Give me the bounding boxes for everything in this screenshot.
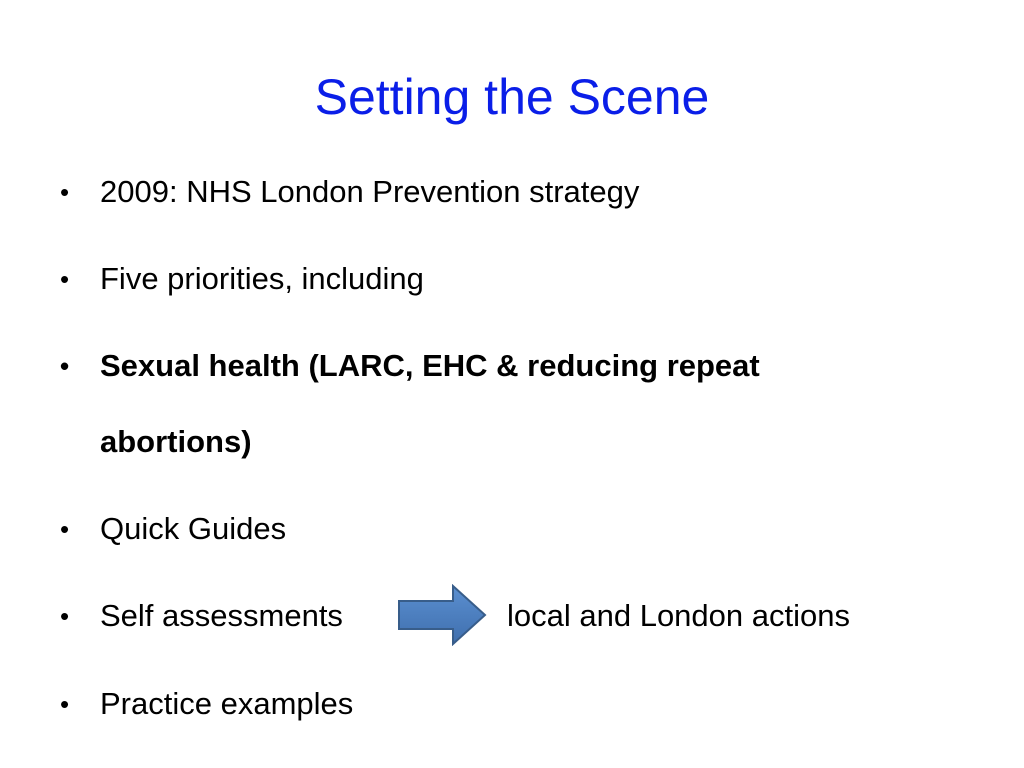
bullet-glyph: • <box>60 601 70 631</box>
right-arrow-icon <box>397 584 487 646</box>
bullet-item <box>60 510 287 548</box>
bullet-glyph: • <box>60 514 70 544</box>
bullet-text: Sexual health (LARC, EHC & reducing repeat abortions) <box>100 348 760 459</box>
bullet-glyph: • <box>60 689 70 719</box>
bullet-text: Self assessments <box>100 598 343 633</box>
bullet-glyph: • <box>60 264 70 294</box>
bullet-text: 2009: NHS London Prevention strategy <box>100 174 640 209</box>
bullet-item <box>60 328 900 480</box>
bullet-glyph: • <box>60 177 70 207</box>
bullet-text: Five priorities, including <box>100 261 424 296</box>
slide-title: Setting the Scene <box>314 69 710 125</box>
bullet-item <box>60 685 354 723</box>
bullet-item <box>60 597 850 635</box>
bullet-text-after-arrow: local and London actions <box>507 598 850 633</box>
bullet-glyph: • <box>60 351 70 381</box>
bullet-text: Practice examples <box>100 686 354 721</box>
bullet-text: Quick Guides <box>100 511 287 546</box>
bullet-item <box>60 173 640 211</box>
bullet-item <box>60 260 424 298</box>
